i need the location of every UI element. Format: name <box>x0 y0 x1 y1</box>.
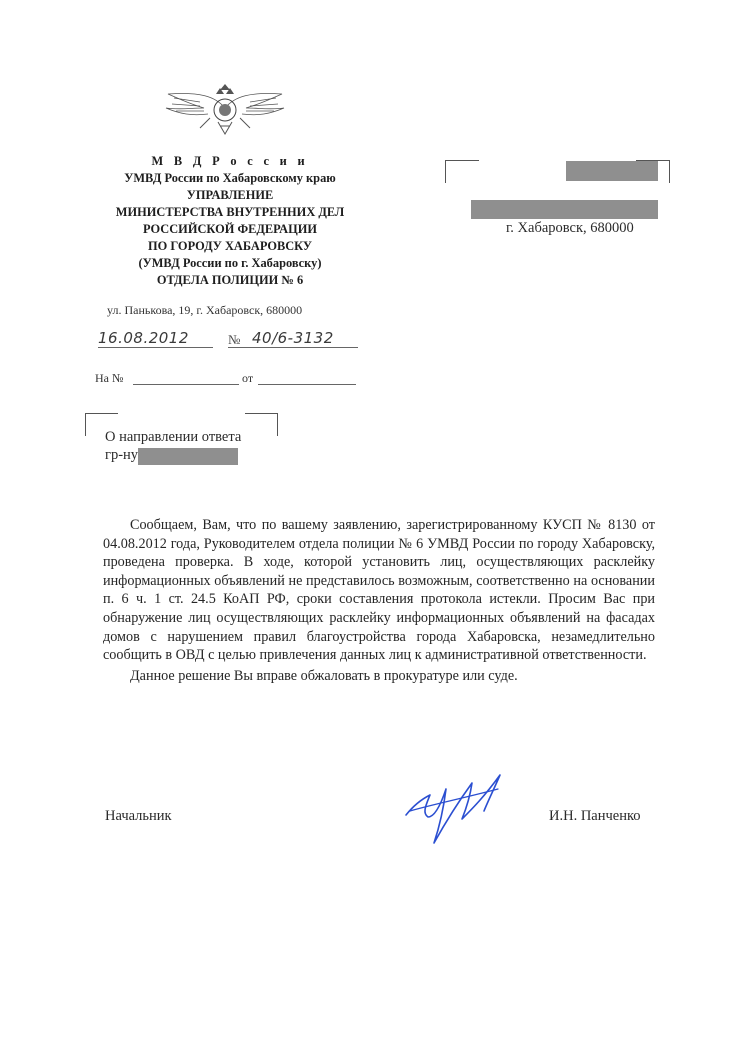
redacted-subject-name <box>138 448 238 465</box>
org-line-7: (УМВД России по г. Хабаровску) <box>138 256 322 270</box>
reply-number-line <box>133 384 239 385</box>
subject-corner-right <box>245 413 278 436</box>
org-line-5: РОССИЙСКОЙ ФЕДЕРАЦИИ <box>143 222 317 236</box>
reply-prefix: На № <box>95 371 124 385</box>
org-line-3: УПРАВЛЕНИЕ <box>186 188 274 202</box>
letter-body <box>103 516 655 685</box>
number-underline <box>228 347 358 348</box>
mvd-emblem-icon <box>160 78 290 140</box>
org-line-4: МИНИСТЕРСТВА ВНУТРЕННИХ ДЕЛ <box>115 205 345 219</box>
org-short-name: М В Д Р о с с и и <box>151 154 309 168</box>
signatory-name: И.Н. Панченко <box>549 808 641 824</box>
recipient-corner-left <box>445 160 479 183</box>
handwritten-signature-icon <box>400 755 510 855</box>
redacted-recipient-address <box>471 200 658 219</box>
date-underline <box>98 347 213 348</box>
letterhead <box>60 153 400 289</box>
reply-from-label: от <box>242 371 254 385</box>
org-line-6: ПО ГОРОДУ ХАБАРОВСКУ <box>147 239 313 253</box>
number-sign: № <box>228 332 241 347</box>
org-line-8: ОТДЕЛА ПОЛИЦИИ № 6 <box>156 273 304 287</box>
letter-number: 40/6-3132 <box>252 329 334 347</box>
signatory-title: Начальник <box>105 808 172 824</box>
subject-line-2: гр-ну <box>105 447 139 463</box>
sender-address: ул. Панькова, 19, г. Хабаровск, 680000 <box>107 303 303 317</box>
subject-line-1: О направлении ответа <box>105 429 242 445</box>
letter-date: 16.08.2012 <box>98 329 189 347</box>
redacted-recipient-name <box>566 161 658 181</box>
recipient-city: г. Хабаровск, 680000 <box>506 220 634 236</box>
reply-date-line <box>258 384 356 385</box>
org-regional-name: УМВД России по Хабаровскому краю <box>124 171 336 185</box>
body-paragraph-2: Данное решение Вы вправе обжаловать в прокуратуре или суде. <box>130 667 518 684</box>
body-paragraph-1: Сообщаем, Вам, что по вашему заявлению, зарегистрированному КУСП № 8130 от 04.08.2012 года, Руководителем отдела полиции № 6 УМВД России по городу Хабаровску, проведена проверка. В ходе, которой установить лиц, осуществляющих расклейку информационных объявлений не представилось возможным, соответственно на основании п. 6 ч. 1 ст. 24.5 КоАП РФ, сроки составления протокола истекли. Просим Вас при обнаружение лиц осуществляющих расклейку информационных объявлений на фасадах домов с нарушением правил благоустройства города Хабаровска, незамедлительно сообщить в ОВД с целью привлечения данных лиц к административной ответственности. <box>103 517 655 664</box>
